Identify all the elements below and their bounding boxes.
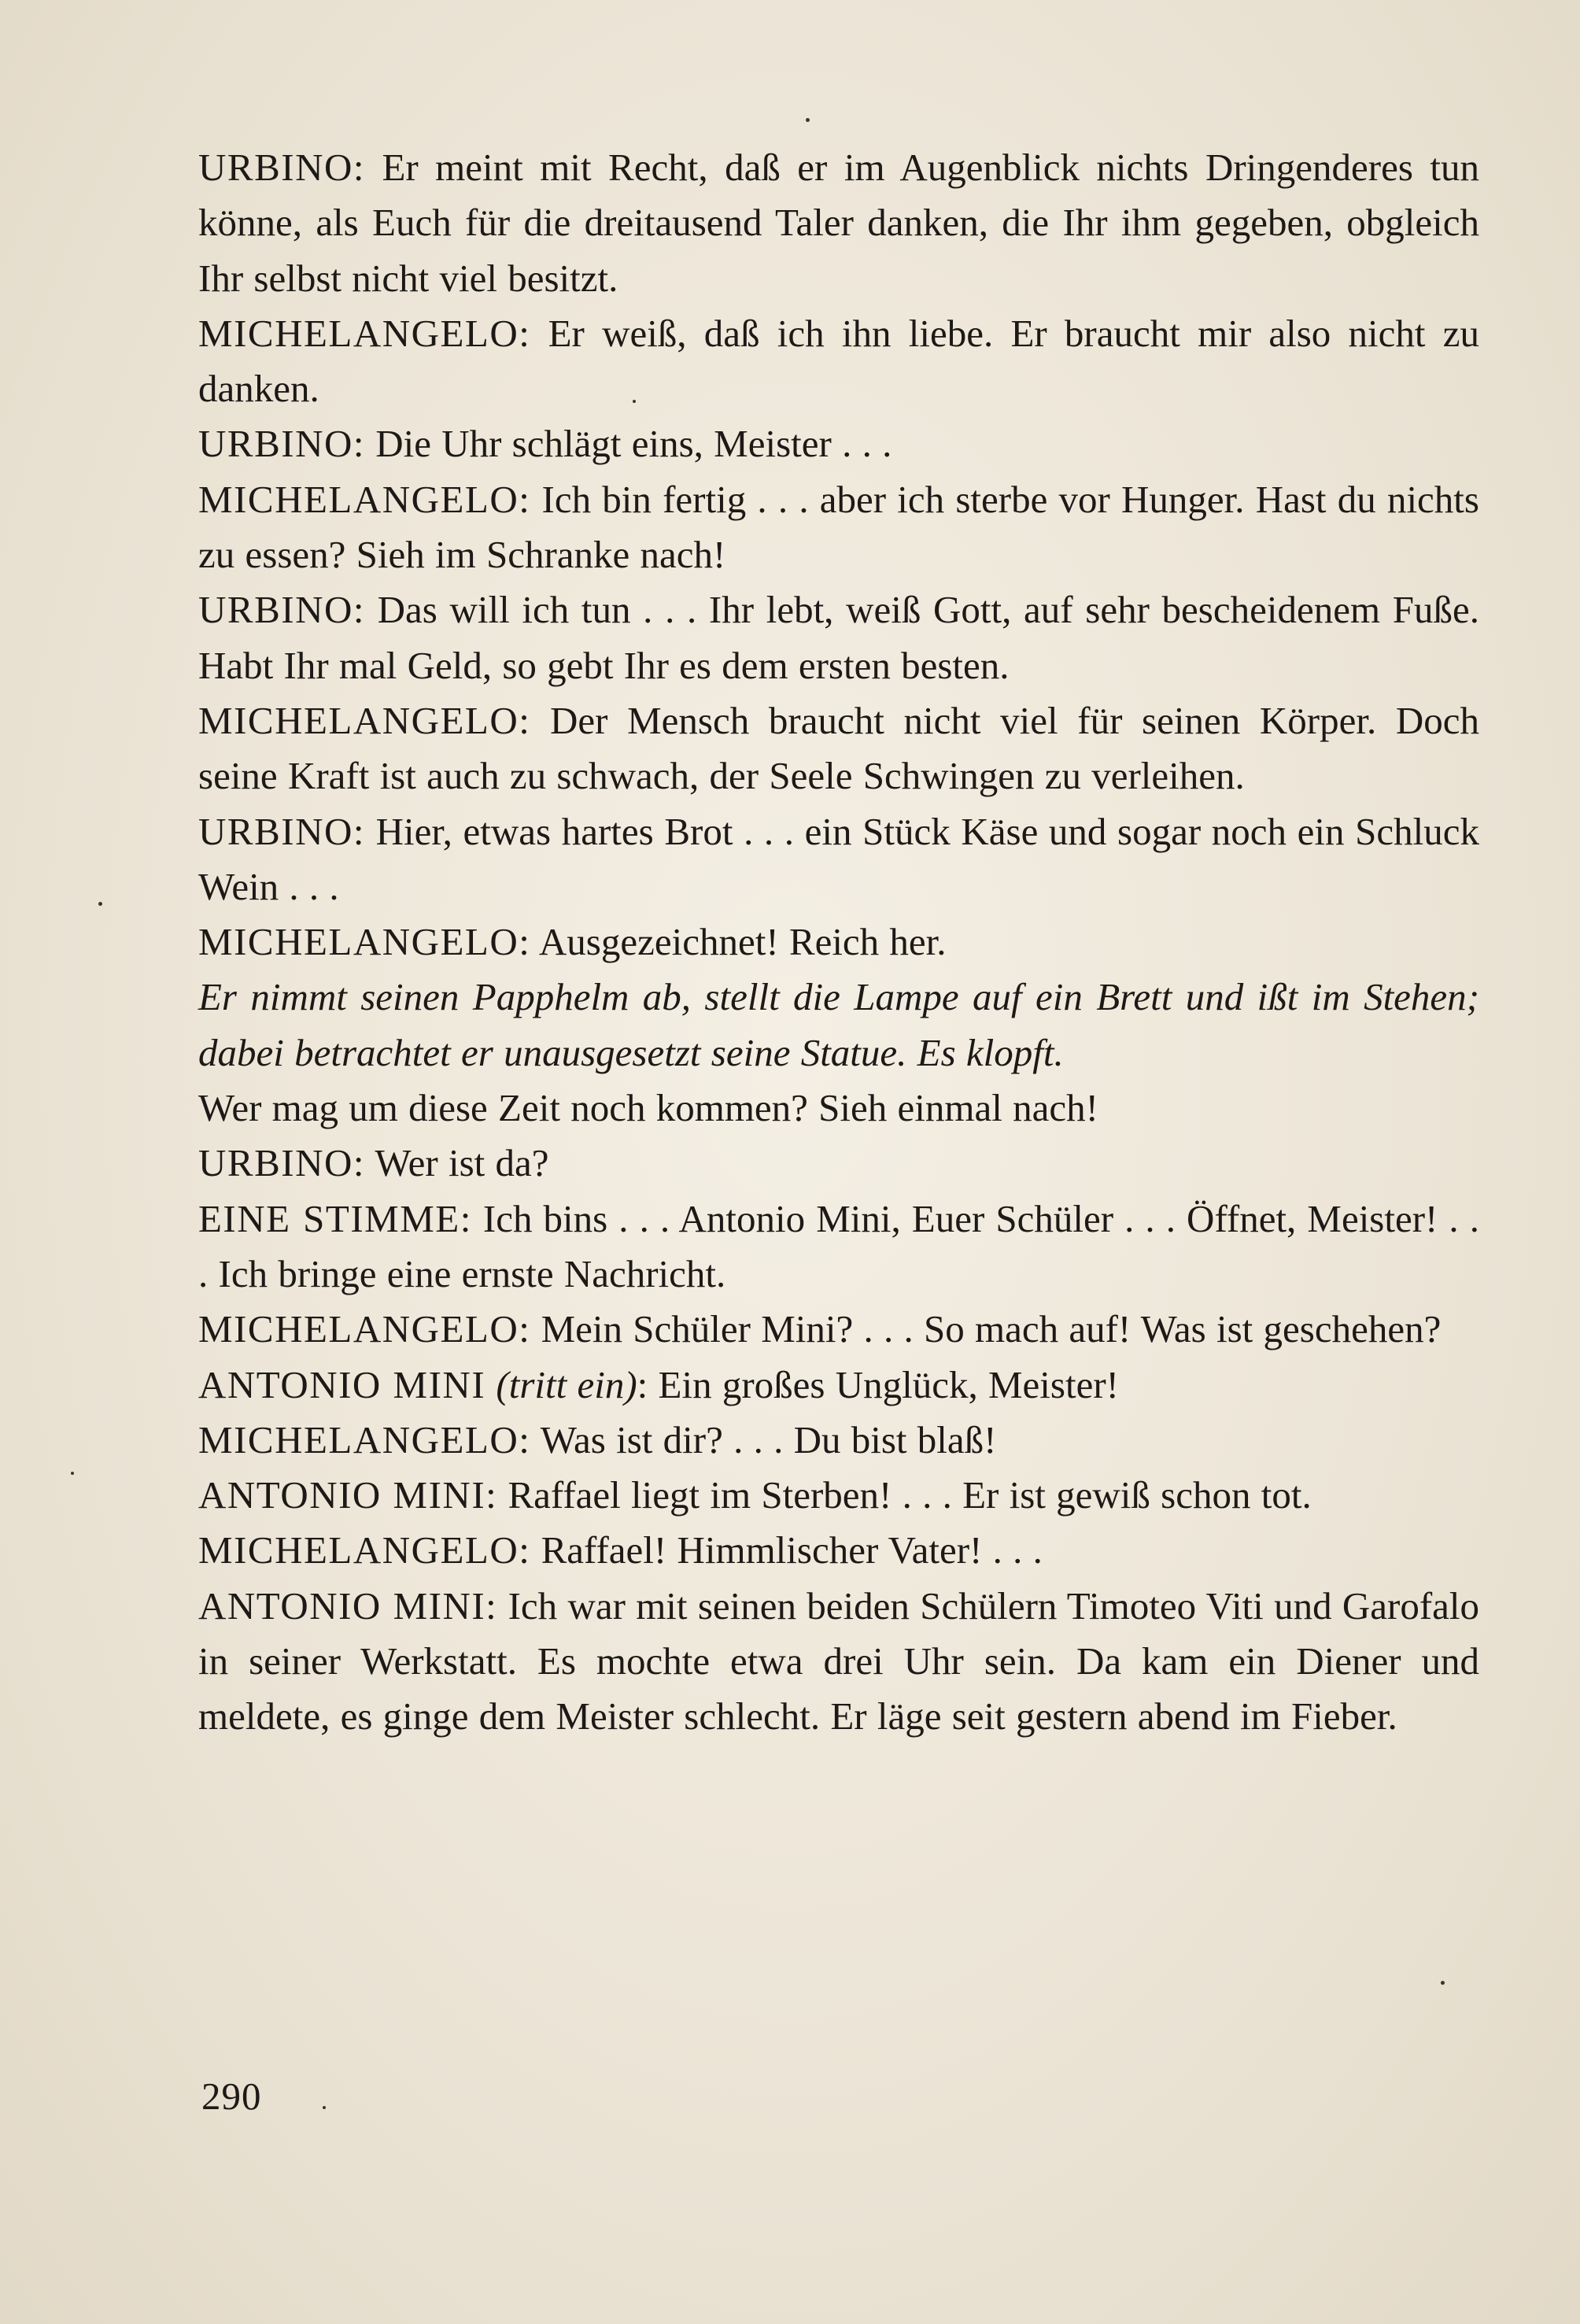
dialogue-line [198,1302,1479,1357]
speaker-name: URBINO: [198,146,365,189]
speaker-name: MICHELANGELO: [198,1528,531,1572]
dialogue-text: Mein Schüler Mini? . . . So mach auf! Was ist geschehen? [530,1307,1442,1351]
stage-direction: Er nimmt seinen Papphelm ab, stellt die Lampe auf ein Brett und ißt im Stehen; dabei betrachtet er unausgesetzt seine Statue. Es klopft. [198,975,1479,1074]
page-number: 290 [201,2075,262,2118]
paper-speck [71,1472,74,1475]
page-text-block [198,140,1479,1745]
inline-stage-direction: (tritt ein) [496,1362,637,1406]
speaker-name: MICHELANGELO: [198,920,531,964]
dialogue-text: Das will ich tun . . . Ihr lebt, weiß Gott, auf sehr bescheidenem Fuße. Habt Ihr mal Geld, so gebt Ihr es dem ersten besten. [198,588,1479,687]
paper-speck [633,400,636,403]
dialogue-text: Ich war mit seinen beiden Schülern Timoteo Viti und Garofalo in seiner Werkstatt. Es mochte etwa drei Uhr sein. Da kam ein Diener und meldete, es ginge dem Meister schlecht. Er läge seit gestern abend im Fieber. [198,1583,1479,1738]
plain-line: Wer mag um diese Zeit noch kommen? Sieh einmal nach! [198,1086,1098,1130]
speaker-name: MICHELANGELO: [198,1417,531,1461]
dialogue-text: Er weiß, daß ich ihn liebe. Er braucht mir also nicht zu danken. [198,311,1479,411]
speaker-name: ANTONIO MINI [198,1362,486,1406]
dialogue-text: Die Uhr schlägt eins, Meister . . . [364,422,892,466]
dialogue-text: : Ein großes Unglück, Meister! [637,1362,1119,1406]
dialogue-line [198,1523,1479,1578]
speaker-name: ANTONIO MINI: [198,1473,498,1517]
dialogue-line [198,582,1479,693]
speaker-name: MICHELANGELO: [198,311,531,355]
dialogue-line [198,1358,1479,1413]
paper-speck [98,902,102,906]
speaker-name: MICHELANGELO: [198,1307,531,1351]
speaker-name: URBINO: [198,588,365,632]
dialogue-line [198,914,1479,970]
dialogue-text: Raffael liegt im Sterben! . . . Er ist gewiß schon tot. [497,1473,1312,1517]
paper-speck [1441,1981,1445,1985]
dialogue-text: Ich bins . . . Antonio Mini, Euer Schüler . . . Öffnet, Meister! . . . Ich bringe eine ernste Nachricht. [198,1196,1479,1295]
dialogue-line [198,1192,1479,1302]
dialogue-text: Er meint mit Recht, daß er im Augenblick nichts Dringenderes tun könne, als Euch für die dreitausend Taler danken, die Ihr ihm gegeben, obgleich Ihr selbst nicht viel besitzt. [198,146,1479,300]
dialogue-text: Ich bin fertig . . . aber ich sterbe vor Hunger. Hast du nichts zu essen? Sieh im Schranke nach! [198,477,1479,577]
dialogue-line [198,1413,1479,1468]
speaker-name: URBINO: [198,422,365,466]
speaker-name: ANTONIO MINI: [198,1583,498,1628]
paper-speck [323,2106,326,2109]
paper-speck [806,118,810,122]
speaker-name: MICHELANGELO: [198,477,531,521]
dialogue-text: Raffael! Himmlischer Vater! . . . [530,1528,1043,1572]
dialogue-text: Der Mensch braucht nicht viel für seinen Körper. Doch seine Kraft ist auch zu schwach, der Seele Schwingen zu verleihen. [198,698,1479,798]
dialogue-line [198,140,1479,306]
speaker-name: URBINO: [198,809,365,853]
dialogue-line [198,804,1479,915]
dialogue-line [198,416,1479,471]
dialogue-line [198,693,1479,804]
dialogue-line [198,1468,1479,1523]
dialogue-line [198,306,1479,417]
speaker-name: EINE STIMME: [198,1196,472,1240]
speaker-name: URBINO: [198,1141,365,1185]
dialogue-text: Wer ist da? [364,1141,549,1185]
dialogue-text: Was ist dir? . . . Du bist blaß! [530,1417,997,1461]
dialogue-text: Hier, etwas hartes Brot . . . ein Stück Käse und sogar noch ein Schluck Wein . . . [198,809,1479,908]
dialogue-line [198,1136,1479,1191]
dialogue-line [198,1579,1479,1745]
speaker-name: MICHELANGELO: [198,698,531,742]
dialogue-text: Ausgezeichnet! Reich her. [530,920,947,964]
dialogue-line [198,472,1479,583]
